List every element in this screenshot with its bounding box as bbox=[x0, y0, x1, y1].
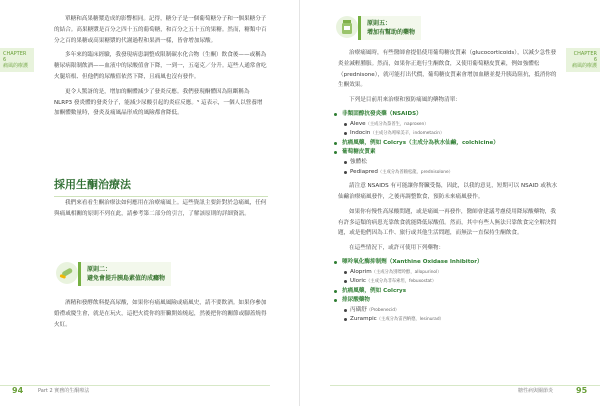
left-closing-text bbox=[54, 298, 268, 334]
principle-text: 增加有幫助的藥物 bbox=[367, 29, 416, 36]
left-body-text bbox=[54, 14, 268, 123]
footer-text: 糖性病與關節炎 bbox=[518, 388, 554, 394]
right-body-text bbox=[338, 48, 560, 325]
drug-list-treatment bbox=[338, 110, 560, 177]
list-item: 非類固醇抗發炎藥（NSAIDS） bbox=[338, 110, 560, 120]
footer-text: Part 2 實務的生酮療法 bbox=[38, 388, 90, 394]
list-subitem: Zurampic（主成分為雷西納德，lesinurad） bbox=[338, 315, 560, 325]
chapter-tab-number: CHAPTER 6 bbox=[3, 51, 27, 63]
list-subitem: Pediapred（主成分為普賴松龍，prednisolone） bbox=[338, 168, 560, 178]
list-subitem: Aleve（主成分為萘普生，naproxen） bbox=[338, 120, 560, 130]
chapter-tab-title: 痛風的療護 bbox=[571, 63, 597, 69]
section-title: 採用生酮治療法 bbox=[54, 178, 131, 191]
list-item: 排尿酸藥物 bbox=[338, 296, 560, 306]
list-subitem: 丙磺舒（Probenecid） bbox=[338, 306, 560, 316]
paragraph: 治療痛風時，有些醫師會提倡使用葡萄糖皮質素（glucocorticoids），以減少急性發炎並減輕腫脹。然而，如果你正進行生酮飲食，又使用葡萄糖皮質素，例如強體松（prednisone），就可能打出代價，葡萄糖皮質素會增加血糖並提升胰島阻抗，抵消你的生酮效果。 bbox=[338, 50, 557, 89]
drug-list-prevention bbox=[338, 258, 560, 325]
chapter-tab-title: 痛風的療護 bbox=[3, 63, 29, 69]
list-subitem: Indocin（主成分為吲哚美辛，indometacin） bbox=[338, 129, 560, 139]
list-subitem: Aloprim（主成分為別嘌呤醇，allopurinol） bbox=[338, 268, 560, 278]
chapter-tab-left bbox=[0, 48, 34, 72]
section-intro bbox=[54, 198, 268, 224]
page-number: 95 bbox=[576, 386, 588, 395]
list-item: 抗痛風藥，例如 Colcrys bbox=[338, 287, 560, 297]
paragraph: 下列是目前用來治療和預防痛風的藥物清單： bbox=[349, 97, 461, 104]
paragraph: 請注意 NSAIDS 有可能讓你腎臟受傷，因此，以我的意見，短期可以 NSAID 或秋水仙鹼治療痛風發作，之後再調整飲食，預防未來痛風發作。 bbox=[338, 183, 558, 200]
section-heading bbox=[54, 176, 268, 197]
list-subitem: Uloric（主成分為非布索坦，febuxostat） bbox=[338, 277, 560, 287]
paragraph: 更令人驚訝的是，增加的酮體減少了發炎反應。我們發現酮體因為阻斷稱為 NLRP3 發炎體的發炎分子，能減少尿酸引起的炎症反應。⁵ 這表示，一個人以營養增加酮體數量時，發炎及痛風晶形成的風險都會降低。 bbox=[54, 88, 263, 117]
chapter-tab-number: CHAPTER 6 bbox=[573, 51, 597, 63]
paragraph: 多年來的臨床經驗，我發現病患調整成限制碳水化合物（生酮）飲食後——或稱為糖尿病限制飲酒——血液中的尿酸值會下降，一到一，五毫克／分升。這些人通常會吃火腿培根、但他們的尿酸值依然下降，且痛風也沒有發作。 bbox=[54, 52, 267, 80]
principle-callout-five bbox=[336, 16, 421, 40]
principle-label: 原則二： bbox=[87, 266, 112, 273]
footer-line bbox=[0, 385, 270, 386]
list-item: 嘌呤氧化酶抑制劑（Xanthine Oxidase Inhibitor） bbox=[338, 258, 560, 268]
list-item: 抗痛風藥，例如 Colcrys（主成分為秋水仙鹼，colchicine） bbox=[338, 139, 560, 149]
chapter-tab-right bbox=[566, 48, 600, 72]
page-number: 94 bbox=[12, 386, 24, 395]
principle-box bbox=[358, 16, 421, 40]
section-rule bbox=[54, 196, 268, 197]
principle-text: 避免會提升胰島素值的成癮物 bbox=[87, 275, 166, 282]
right-page bbox=[300, 0, 600, 406]
principle-callout-two bbox=[56, 262, 171, 286]
paragraph: 單糖和高果糖漿造成的影響相同。記得，糖分子是一個葡萄糖分子和一個果糖分子的結合。高果糖漿是百分之四十五的葡萄糖，和百分之五十五的果糖。然而，糖類中百分之百的果糖或高果糖漿的代謝過程和果酒一樣，皆會增加尿酸。 bbox=[54, 16, 267, 44]
paragraph: 我們來看看生酮治療法如何應用在治療痛風上。這些資訊主要針對於急痛風，任何與痛風相關的原則不列在此，請參考第二部分的引言，了解該原則的詳細資訊。 bbox=[54, 200, 267, 217]
medicine-icon bbox=[56, 262, 78, 284]
paragraph: 如果你有慢性高尿酸問題，或是痛風一再發作，醫師會建議考慮使用降尿酸藥物，我有許多這類的病患光靠飲食就能降低尿酸值。然而，其中有些人無法只靠飲食完全解決問題，或是他們因為工作、旅行或其他生活問題，而無法一直保持生酮飲食。 bbox=[338, 208, 557, 237]
list-subitem: 強體松 bbox=[338, 158, 560, 168]
footer-line bbox=[330, 385, 600, 386]
principle-box bbox=[78, 262, 171, 286]
list-item: 葡萄糖皮質素 bbox=[338, 148, 560, 158]
medicine-bottle-icon bbox=[336, 16, 358, 38]
principle-label: 原則五： bbox=[367, 20, 392, 27]
paragraph: 在這些情況下，或許可使用下列藥物： bbox=[349, 245, 445, 252]
paragraph: 酒精和發酵飲料提高尿酸，如果你有痛風風險或痛風史，請不要飲酒。如果你參加婚禮或慶生會，就是在玩火，這把火從你的肝臟開始燒起，然後把你的關節或腳蓋燒得火紅。 bbox=[54, 300, 267, 328]
